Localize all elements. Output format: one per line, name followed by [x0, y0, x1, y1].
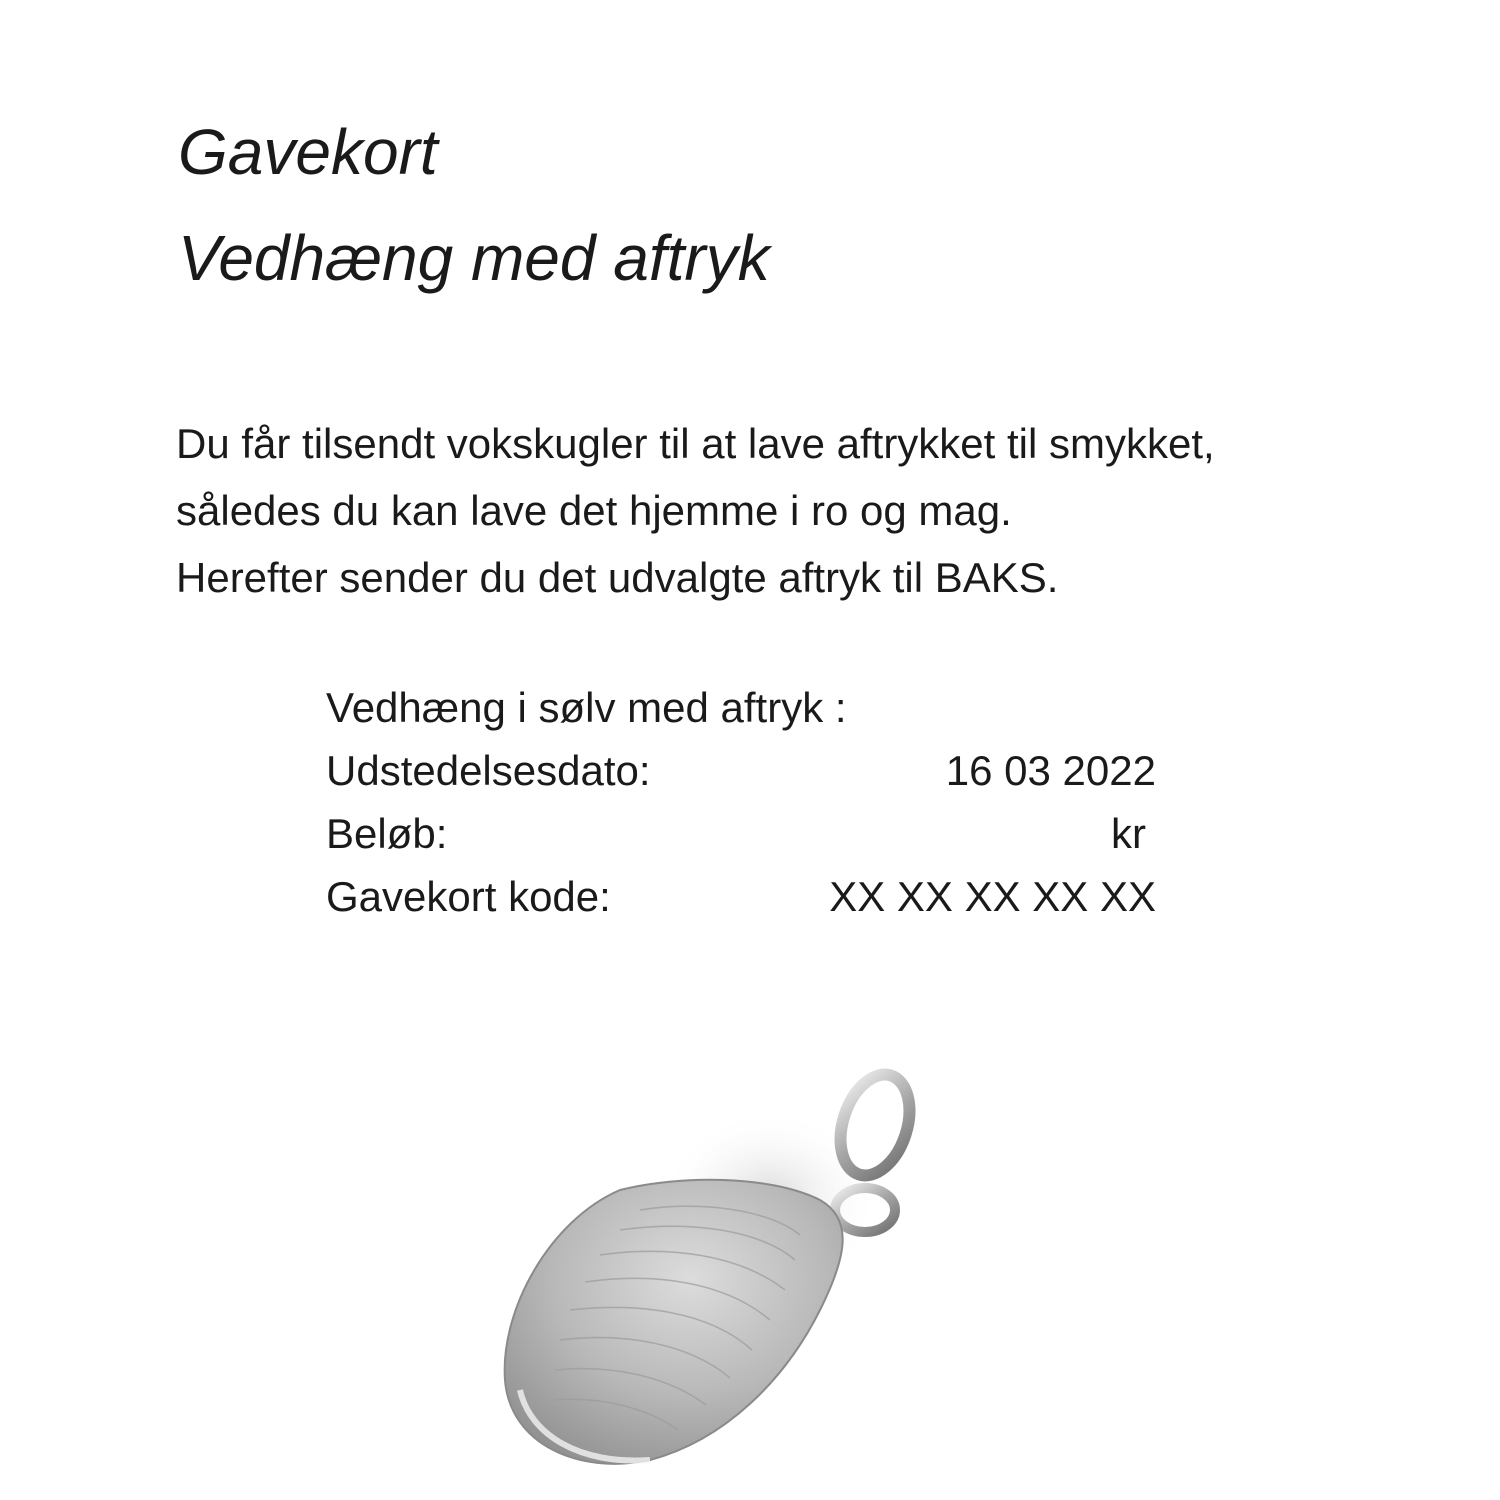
- code-value: XX XX XX XX XX: [829, 873, 1156, 920]
- date-row: [326, 739, 1156, 802]
- pendant-ring: [828, 1066, 921, 1185]
- card-title: Gavekort: [178, 116, 438, 188]
- intro-line-3: Herefter sender du det udvalgte aftryk til BAKS.: [176, 554, 1059, 601]
- card-subtitle: Vedhæng med aftryk: [178, 222, 770, 294]
- product-row: [326, 676, 1156, 739]
- code-label: Gavekort kode:: [326, 873, 611, 920]
- intro-line-2: således du kan lave det hjemme i ro og mag.: [176, 487, 1012, 534]
- amount-label: Beløb:: [326, 810, 448, 857]
- intro-text: [176, 410, 1215, 611]
- date-value: 16 03 2022: [945, 747, 1156, 794]
- amount-value: kr: [1111, 810, 1146, 857]
- product-label: Vedhæng i sølv med aftryk :: [326, 684, 847, 731]
- date-label: Udstedelsesdato:: [326, 747, 651, 794]
- pendant-body: [505, 1180, 843, 1464]
- gift-card-details: [326, 676, 1156, 928]
- intro-line-1: Du får tilsendt vokskugler til at lave aftrykket til smykket,: [176, 420, 1215, 467]
- code-row: [326, 865, 1156, 928]
- amount-row: [326, 802, 1156, 865]
- pendant-image: [470, 1060, 970, 1480]
